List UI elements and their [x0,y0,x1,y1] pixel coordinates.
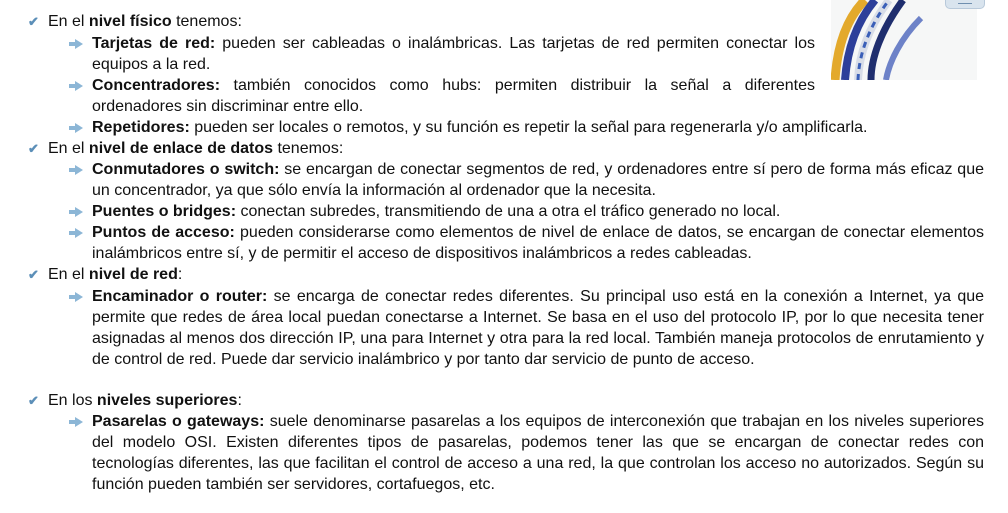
check-icon: ✔ [28,14,39,29]
arrow-bullet-icon [75,165,83,175]
check-icon: ✔ [28,393,39,408]
section-heading-nivel-fisico: ✔ En el nivel físico tenemos: [28,13,242,30]
check-icon: ✔ [28,141,39,156]
network-cable-icon [831,0,977,80]
arrow-bullet-icon [75,228,83,238]
arrow-bullet-icon [75,207,83,217]
arrow-bullet-icon [75,123,83,133]
section-heading-niveles-superiores: ✔ En los niveles superiores: [28,392,242,409]
section-heading-enlace-datos: ✔ En el nivel de enlace de datos tenemos: [28,140,344,157]
arrow-bullet-icon [75,39,83,49]
arrow-bullet-icon [75,292,83,302]
section-heading-nivel-red: ✔ En el nivel de red: [28,266,183,283]
collapse-tab[interactable] [945,0,985,9]
network-cable-image [831,0,977,80]
arrow-bullet-icon [75,417,83,427]
check-icon: ✔ [28,267,39,282]
arrow-bullet-icon [75,81,83,91]
